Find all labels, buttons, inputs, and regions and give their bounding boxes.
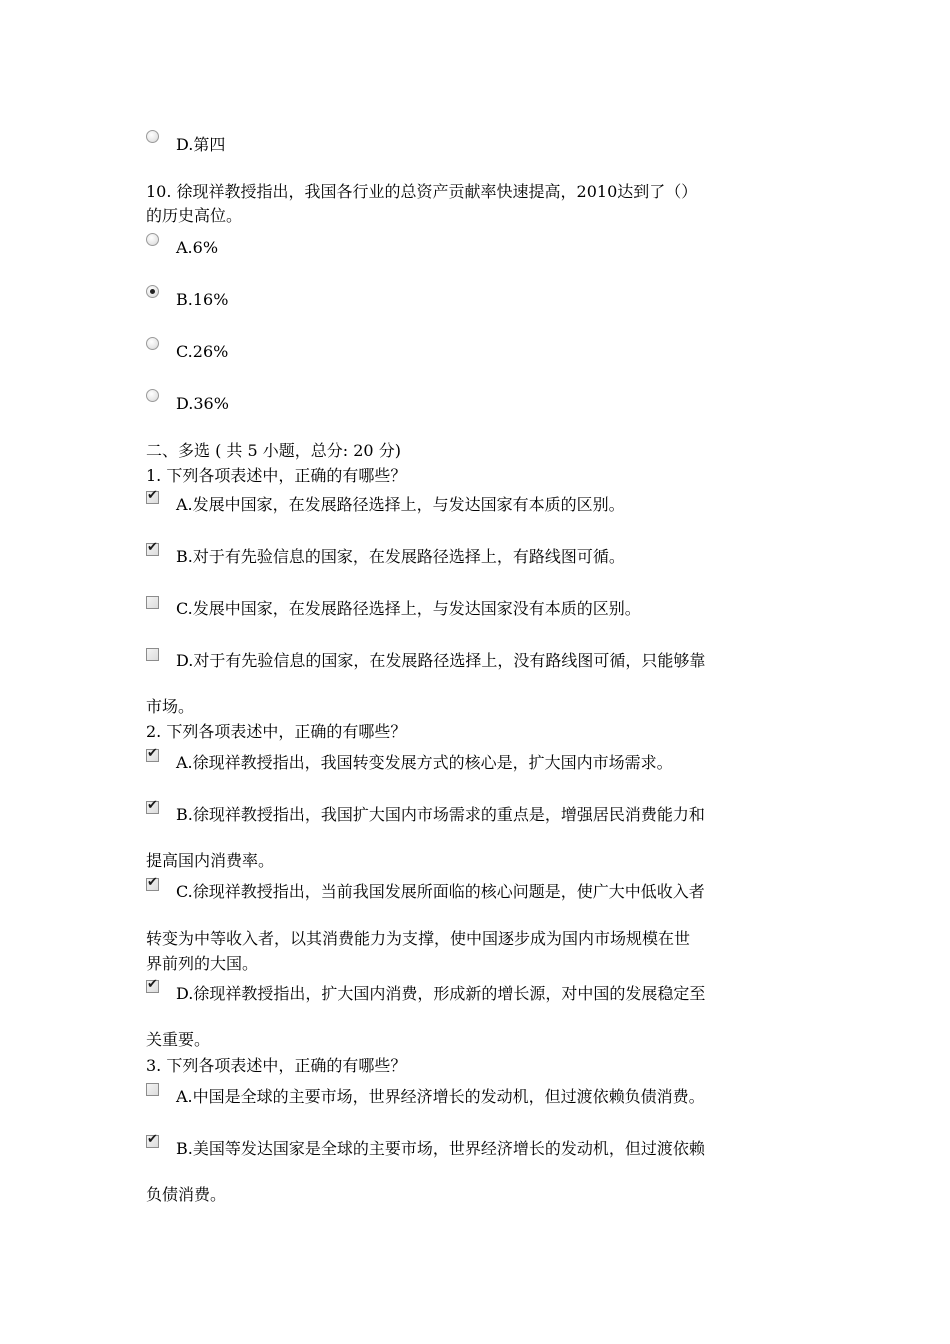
m3-option-a-label: A.中国是全球的主要市场，世界经济增长的发动机，但过渡依赖负债消费。 [176, 1087, 705, 1106]
q10-option-b-radio[interactable] [146, 285, 159, 298]
q9-option-d-radio[interactable] [146, 130, 159, 143]
m3-option-b-checkbox[interactable] [146, 1135, 159, 1148]
m3-option-b-label-cont: 负债消费。 [146, 1185, 227, 1204]
m2-title: 2. 下列各项表述中，正确的有哪些？ [146, 722, 407, 741]
m3-option-b-label: B.美国等发达国家是全球的主要市场，世界经济增长的发动机，但过渡依赖 [176, 1139, 705, 1158]
m1-option-d-checkbox[interactable] [146, 648, 159, 661]
m2-option-b-label-cont: 提高国内消费率。 [146, 851, 275, 870]
m2-option-c-label: C.徐现祥教授指出，当前我国发展所面临的核心问题是，使广大中低收入者 [176, 882, 705, 901]
m1-option-c-label: C.发展中国家，在发展路径选择上，与发达国家没有本质的区别。 [176, 599, 641, 618]
m2-option-d-checkbox[interactable] [146, 980, 159, 993]
m2-option-a-label: A.徐现祥教授指出，我国转变发展方式的核心是，扩大国内市场需求。 [176, 753, 673, 772]
m1-option-c-checkbox[interactable] [146, 596, 159, 609]
q10-title-line1: 10. 徐现祥教授指出，我国各行业的总资产贡献率快速提高，2010达到了（） [146, 182, 698, 201]
q10-title-line2: 的历史高位。 [146, 206, 243, 225]
q10-option-b-label: B.16% [176, 290, 229, 309]
q10-option-c-label: C.26% [176, 342, 229, 361]
q10-option-d-radio[interactable] [146, 389, 159, 402]
q10-option-a-radio[interactable] [146, 233, 159, 246]
m1-option-a-label: A.发展中国家，在发展路径选择上，与发达国家有本质的区别。 [176, 495, 625, 514]
m1-title: 1. 下列各项表述中，正确的有哪些？ [146, 466, 407, 485]
q10-option-d-label: D.36% [176, 394, 229, 413]
m3-option-a-checkbox[interactable] [146, 1083, 159, 1096]
m2-option-d-label-cont: 关重要。 [146, 1030, 211, 1049]
m1-option-d-label: D.对于有先验信息的国家，在发展路径选择上，没有路线图可循，只能够靠 [176, 651, 706, 670]
q9-option-d-label: D.第四 [176, 135, 226, 154]
m1-option-a-checkbox[interactable] [146, 491, 159, 504]
m2-option-a-checkbox[interactable] [146, 749, 159, 762]
m1-option-b-checkbox[interactable] [146, 543, 159, 556]
m2-option-c-checkbox[interactable] [146, 878, 159, 891]
q10-option-c-radio[interactable] [146, 337, 159, 350]
section-title: 二、多选 ( 共 5 小题，总分: 20 分) [146, 441, 401, 460]
m2-option-b-checkbox[interactable] [146, 801, 159, 814]
m1-option-b-label: B.对于有先验信息的国家，在发展路径选择上，有路线图可循。 [176, 547, 625, 566]
m2-option-d-label: D.徐现祥教授指出，扩大国内消费，形成新的增长源，对中国的发展稳定至 [176, 984, 706, 1003]
m2-option-c-label-cont2: 界前列的大国。 [146, 954, 259, 973]
q10-option-a-label: A.6% [176, 238, 219, 257]
m2-option-c-label-cont1: 转变为中等收入者，以其消费能力为支撑，使中国逐步成为国内市场规模在世 [146, 929, 691, 948]
m2-option-b-label: B.徐现祥教授指出，我国扩大国内市场需求的重点是，增强居民消费能力和 [176, 805, 705, 824]
m3-title: 3. 下列各项表述中，正确的有哪些？ [146, 1056, 407, 1075]
m1-option-d-label-cont: 市场。 [146, 697, 195, 716]
